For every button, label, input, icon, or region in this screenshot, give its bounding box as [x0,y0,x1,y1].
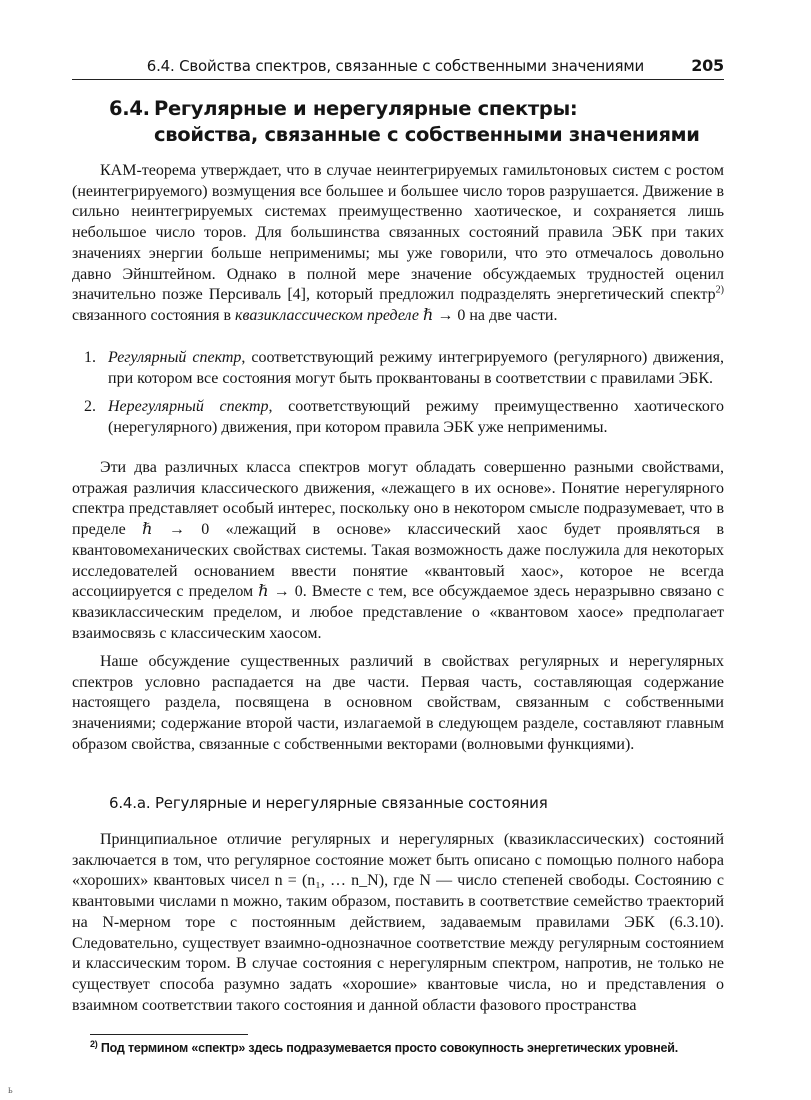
footnote-marker: 2) [90,1038,98,1049]
paragraph-1 [72,161,724,327]
section-heading [109,96,749,148]
list-item [72,348,724,389]
footnote [90,1038,730,1055]
running-head-title: 6.4. Свойства спектров, связанные с собственными значениями [146,57,644,75]
running-head [72,55,724,80]
list-item-marker: 2. [84,398,96,416]
scan-mark: Ь [8,1086,13,1095]
paragraph-4 [72,830,724,1016]
subsection-heading: 6.4.а. Регулярные и нерегулярные связанные состояния [109,794,548,812]
list-item-text: , соответствующий режиму интегрируемого (регулярного) движения, при котором все состояния могут быть проквантованы в соответствии с правилами ЭБК. [108,349,724,387]
paragraph-3-text: Наше обсуждение существенных различий в свойствах регулярных и нерегулярных спектров условно распадается на две части. Первая часть, составляющая содержание настоящего раздела, посвящена в основном свойствам, связанным с собственными значениями; содержание второй части, излагаемой в следующем разделе, составляют главным образом свойства, связанные с собственными векторами (волновыми функциями). [72,653,724,753]
list-item [72,397,724,438]
section-title-line2: свойства, связанные с собственными значениями [154,123,700,146]
list-item-term: Нерегулярный спектр [108,398,269,416]
paragraph-4-text: Принципиальное отличие регулярных и нерегулярных (квазиклассических) состояний заключается в том, что регулярное состояние может быть описано с помощью полного набора «хороших» квантовых чисел n = (n₁, … n_N), где N — число степеней свободы. Состоянию с квантовыми числами n можно, таким образом, поставить в соответствие семейство траекторий на N-мерном торе с постоянным действием, задаваемым правилами ЭБК (6.3.10). Следовательно, существует взаимно-однозначное соответствие между регулярным состоянием и классическим тором. В случае состояния с нерегулярным спектром, напротив, не только не существует способа разумно задать «хорошие» квантовые числа, но и представления о взаимном соответствии такого состояния и данной области фазового пространства [72,831,724,1014]
footnote-reference: 2) [715,284,724,296]
footnote-text: Под термином «спектр» здесь подразумевается просто совокупность энергетических уровней. [97,1041,678,1055]
page-number: 205 [691,56,724,75]
paragraph-1-text: КАМ-теорема утверждает, что в случае неинтегрируемых гамильтоновых систем с ростом (неинтегрируемого) возмущения все большее и большее число торов разрушается. Движение в сильно неинтегрируемых системах преимущественно хаотическое, и сохраняется лишь небольшое число торов. Для большинства связанных состояний правила ЭБК при таких значениях энергии больше неприменимы; мы уже говорили, что это отмечалось довольно давно Эйнштейном. Однако в полной мере значение обсуждаемых трудностей оценил значительно позже Персиваль [4], который предложил подразделять энергетический спектр [72,162,724,304]
paragraph-3 [72,652,724,756]
list-item-marker: 1. [84,349,96,366]
section-title-line1: Регулярные и нерегулярные спектры: [154,97,578,120]
spectrum-types-list [72,348,724,447]
paragraph-1-text2: связанного состояния в [72,306,235,324]
list-item-term: Регулярный спектр [108,349,242,366]
section-number: 6.4. [109,97,150,120]
footnote-rule [90,1034,248,1035]
paragraph-1-text3: ℏ → 0 на две части. [419,306,558,324]
paragraph-2-text: Эти два различных класса спектров могут обладать совершенно разными свойствами, отражая различия классического движения, «лежащего в их основе». Понятие нерегулярного спектра представляет особый интерес, поскольку оно в некотором смысле подразумевает, что в пределе ℏ → 0 «лежащий в основе» классический хаос будет проявляться в квантовомеханических свойствах системы. Такая возможность даже послужила для некоторых исследователей основанием ввести понятие «квантовый хаос», которое не всегда ассоциируется с пределом ℏ → 0. Вместе с тем, все обсуждаемое здесь неразрывно связано с квазиклассическим пределом, и любое представление о «квантовом хаосе» предполагает взаимосвязь с классическим хаосом. [72,459,724,642]
list-item-text: , соответствующий режиму преимущественно хаотического (нерегулярного) движения, при котором правила ЭБК уже неприменимы. [108,398,725,437]
paragraph-2 [72,458,724,644]
paragraph-1-italic: квазиклассическом пределе [235,306,420,324]
